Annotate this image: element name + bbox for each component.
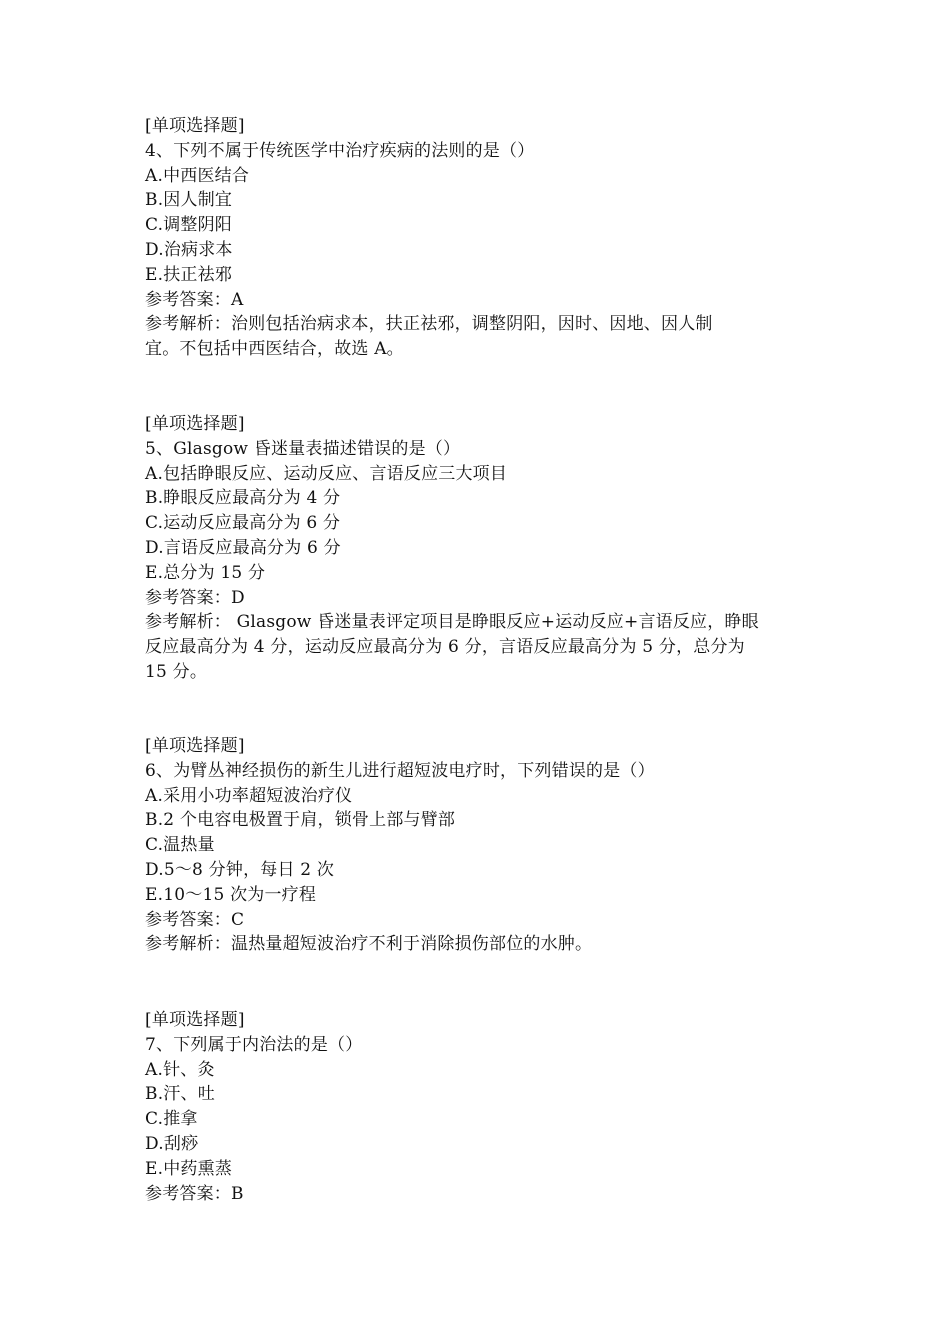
option-b: B.汗、吐 [145,1084,215,1105]
question-type: [单项选择题] [145,736,245,756]
option-c: C.推拿 [145,1109,198,1130]
question-block [145,114,810,362]
option-b: B.因人制宜 [145,190,233,211]
reference-analysis-line: 参考解析：治则包括治病求本，扶正祛邪，调整阴阳，因时、因地、因人制 [145,314,713,335]
option-e: E.中药熏蒸 [145,1158,233,1179]
question-type: [单项选择题] [145,414,245,434]
reference-analysis-line: 参考解析： Glasgow 昏迷量表评定项目是睁眼反应+运动反应+言语反应，睁眼 [145,612,759,633]
reference-answer: 参考答案：B [145,1183,244,1204]
option-b: B.睁眼反应最高分为 4 分 [145,488,341,509]
question-block [145,412,810,685]
reference-answer: 参考答案：A [145,289,244,310]
option-a: A.包括睁眼反应、运动反应、言语反应三大项目 [145,463,508,484]
option-d: D.治病求本 [145,239,233,260]
option-c: C.调整阴阳 [145,215,233,236]
option-b: B.2 个电容电极置于肩，锁骨上部与臂部 [145,810,456,831]
option-a: A.中西医结合 [145,165,250,186]
question-stem: 4、下列不属于传统医学中治疗疾病的法则的是（） [145,140,535,161]
reference-analysis-line: 15 分。 [145,661,208,682]
option-d: D.言语反应最高分为 6 分 [145,537,341,558]
reference-analysis-line: 反应最高分为 4 分，运动反应最高分为 6 分，言语反应最高分为 5 分，总分为 [145,637,745,658]
option-c: C.运动反应最高分为 6 分 [145,513,341,534]
question-stem: 7、下列属于内治法的是（） [145,1034,363,1055]
option-a: A.针、灸 [145,1059,215,1080]
reference-analysis-line: 参考解析：温热量超短波治疗不利于消除损伤部位的水肿。 [145,934,593,955]
reference-analysis-line: 宜。不包括中西医结合，故选 A。 [145,339,404,360]
question-block [145,1008,810,1206]
reference-answer: 参考答案：C [145,909,245,930]
reference-answer: 参考答案：D [145,587,245,608]
option-e: E.10～15 次为一疗程 [145,884,317,905]
question-type: [单项选择题] [145,1010,245,1030]
option-e: E.总分为 15 分 [145,562,266,583]
question-block [145,734,810,957]
option-c: C.温热量 [145,835,215,856]
question-stem: 6、为臂丛神经损伤的新生儿进行超短波电疗时，下列错误的是（） [145,760,655,781]
option-d: D.5～8 分钟，每日 2 次 [145,859,335,880]
question-type: [单项选择题] [145,116,245,136]
option-a: A.采用小功率超短波治疗仪 [145,785,353,806]
option-d: D.刮痧 [145,1133,199,1154]
option-e: E.扶正祛邪 [145,264,233,285]
question-stem: 5、Glasgow 昏迷量表描述错误的是（） [145,438,461,459]
